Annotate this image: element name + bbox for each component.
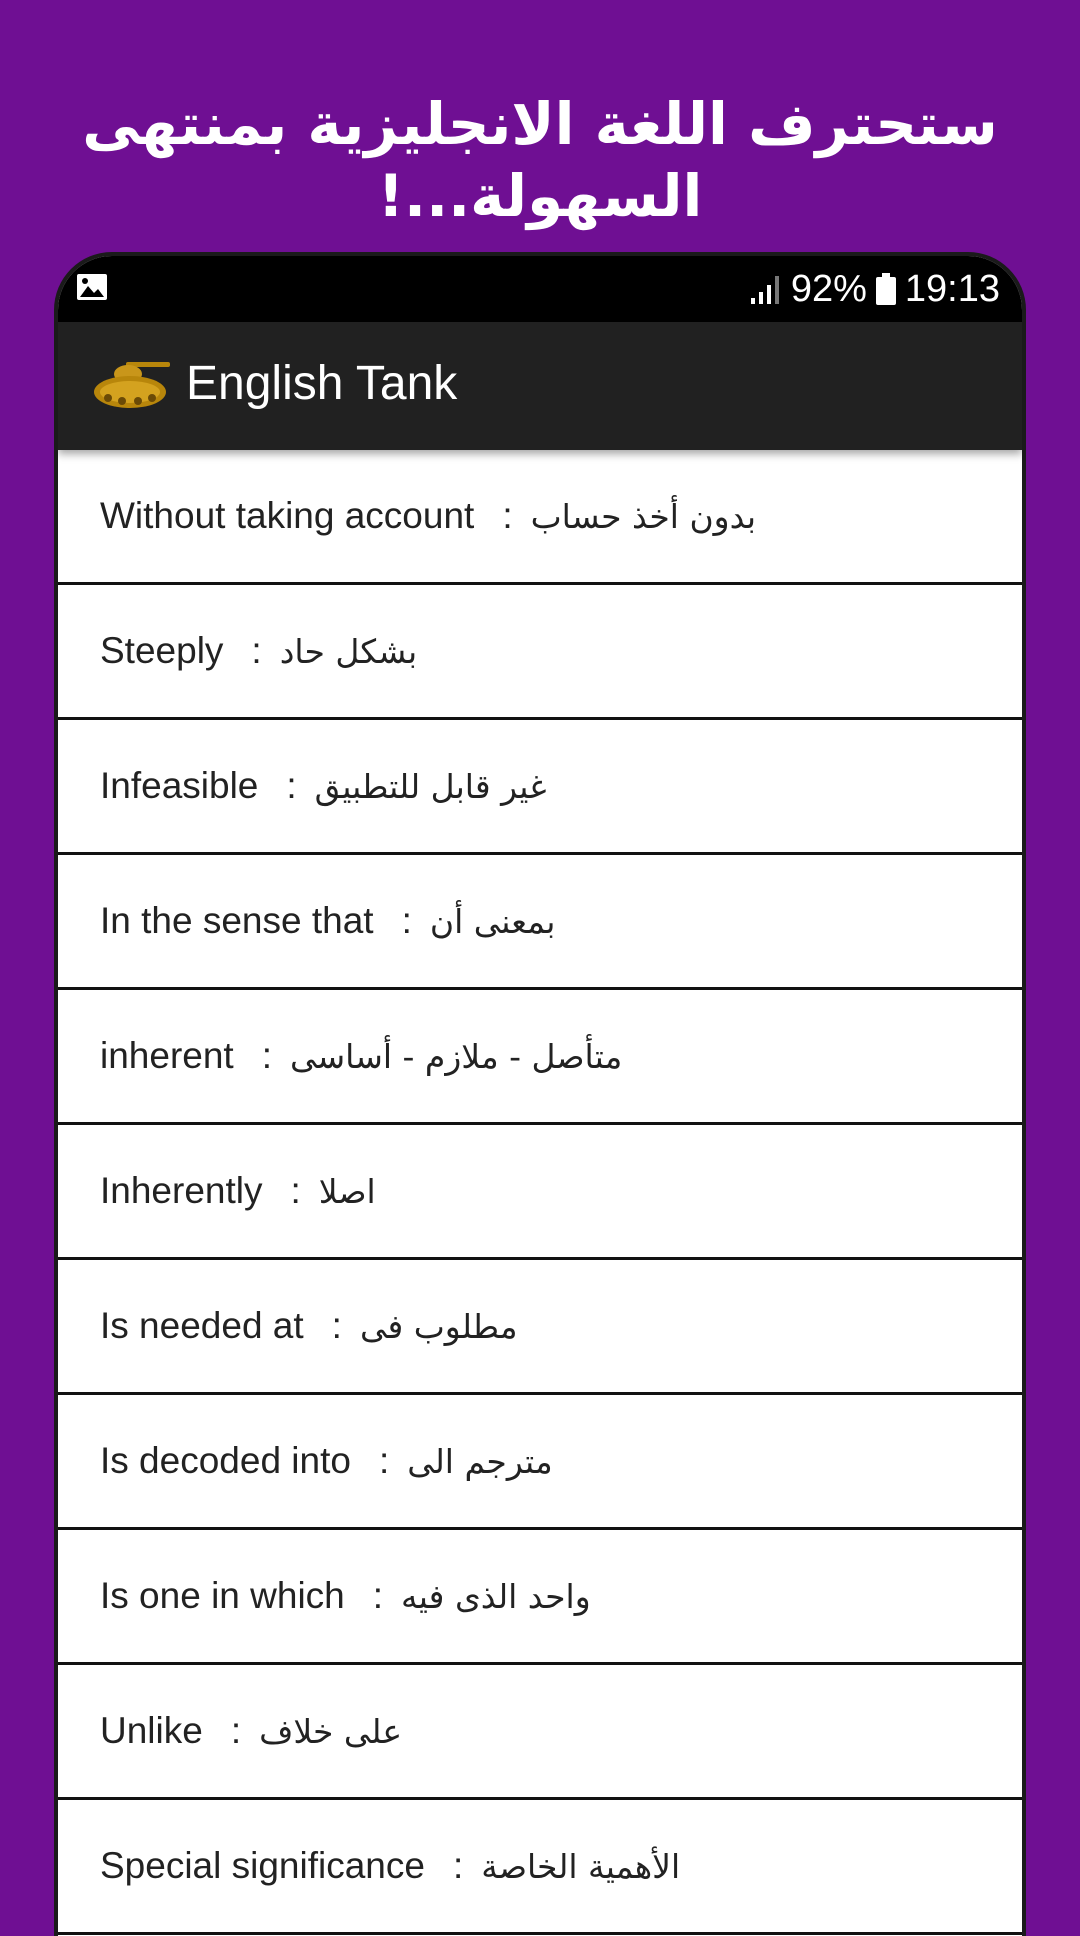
english-term: Without taking account: [100, 495, 475, 536]
separator: :: [251, 630, 262, 671]
separator: :: [286, 765, 297, 806]
arabic-translation: مترجم الى: [407, 1441, 553, 1481]
separator: :: [452, 1845, 464, 1886]
arabic-translation: بدون أخذ حساب: [530, 496, 757, 536]
separator: :: [261, 1035, 272, 1076]
promo-headline: ستحترف اللغة الانجليزية بمنتهى السهولة...!: [82, 90, 998, 230]
separator: :: [372, 1575, 384, 1616]
arabic-translation: اصلا: [318, 1171, 376, 1211]
english-term: Special significance: [100, 1845, 425, 1886]
arabic-translation: مطلوب فى: [359, 1306, 518, 1346]
english-term: Is needed at: [100, 1305, 304, 1346]
english-tank-logo: [92, 358, 172, 414]
list-item[interactable]: [58, 1665, 1022, 1800]
phone-screen: [58, 256, 1022, 1936]
signal-icon: [749, 272, 783, 306]
list-item[interactable]: [58, 1260, 1022, 1395]
list-item[interactable]: [58, 450, 1022, 585]
english-term: Unlike: [100, 1710, 203, 1751]
status-indicators: [749, 264, 1000, 314]
arabic-translation: بشكل حاد: [279, 631, 418, 671]
list-item[interactable]: [58, 1395, 1022, 1530]
english-term: Is decoded into: [100, 1440, 351, 1481]
arabic-translation: واحد الذى فيه: [401, 1576, 591, 1616]
english-term: In the sense that: [100, 900, 374, 941]
app-title: English Tank: [186, 357, 458, 410]
clock: 19:13: [904, 267, 1000, 310]
list-item[interactable]: [58, 585, 1022, 720]
english-term: Is one in which: [100, 1575, 345, 1616]
list-item[interactable]: [58, 990, 1022, 1125]
english-term: Infeasible: [100, 765, 259, 806]
battery-icon: [875, 272, 897, 306]
arabic-translation: متأصل - ملازم - أساسى: [290, 1036, 623, 1076]
separator: :: [230, 1710, 242, 1751]
arabic-translation: غير قابل للتطبيق: [314, 766, 547, 806]
list-item[interactable]: [58, 720, 1022, 855]
list-item[interactable]: [58, 855, 1022, 990]
list-item[interactable]: [58, 1800, 1022, 1935]
app-bar: [58, 322, 1022, 450]
arabic-translation: على خلاف: [259, 1711, 403, 1751]
vocabulary-list: [58, 450, 1022, 1936]
separator: :: [502, 495, 513, 536]
status-bar: [58, 256, 1022, 322]
image-icon: [76, 273, 108, 301]
separator: :: [401, 900, 412, 941]
separator: :: [290, 1170, 301, 1211]
separator: :: [378, 1440, 390, 1481]
separator: :: [331, 1305, 342, 1346]
arabic-translation: الأهمية الخاصة: [481, 1846, 681, 1886]
english-term: Steeply: [100, 630, 224, 671]
arabic-translation: بمعنى أن: [429, 901, 556, 941]
battery-percent: 92%: [790, 267, 867, 310]
english-term: Inherently: [100, 1170, 263, 1211]
list-item[interactable]: [58, 1530, 1022, 1665]
english-term: inherent: [100, 1035, 234, 1076]
list-item[interactable]: [58, 1125, 1022, 1260]
